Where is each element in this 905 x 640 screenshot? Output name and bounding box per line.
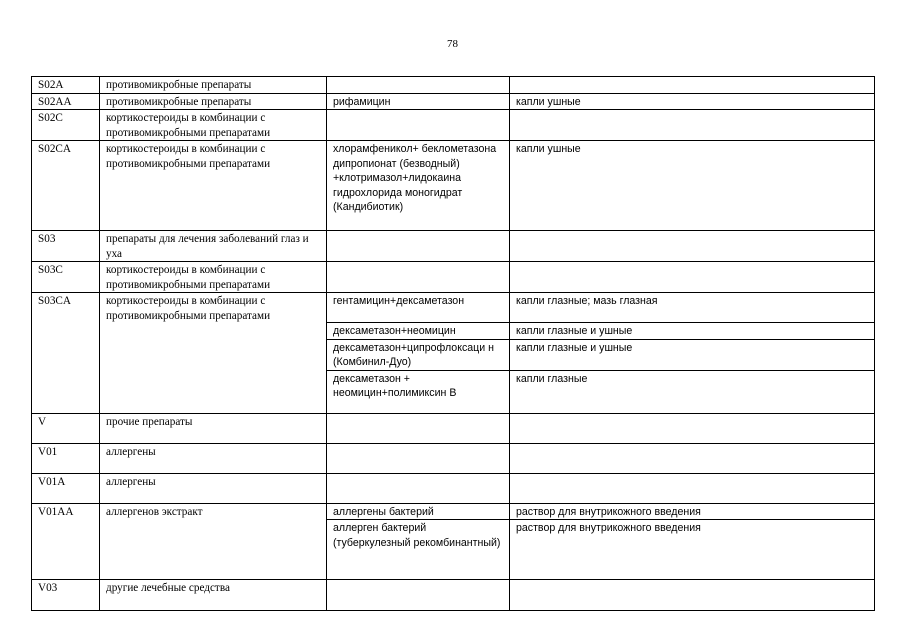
drug-name xyxy=(327,262,510,293)
group-name: прочие препараты xyxy=(100,413,327,443)
drug-name: дексаметазон+ципрофлоксаци н (Комбинил-Дуо) xyxy=(327,339,510,370)
group-name: противомикробные препараты xyxy=(100,77,327,94)
dosage-form: капли ушные xyxy=(510,93,875,110)
atc-code: V xyxy=(32,413,100,443)
dosage-form: капли глазные; мазь глазная xyxy=(510,293,875,323)
atc-code: V01 xyxy=(32,443,100,473)
group-name: кортикостероиды в комбинации с противомикробными препаратами xyxy=(100,141,327,231)
group-name: кортикостероиды в комбинации с противомикробными препаратами xyxy=(100,293,327,414)
atc-code: V01AA xyxy=(32,503,100,580)
dosage-form: раствор для внутрикожного введения xyxy=(510,520,875,580)
drug-name xyxy=(327,110,510,141)
dosage-form xyxy=(510,262,875,293)
table-row xyxy=(32,77,875,94)
atc-code: S02CA xyxy=(32,141,100,231)
drug-name: рифамицин xyxy=(327,93,510,110)
atc-code: S03C xyxy=(32,262,100,293)
drug-name: дексаметазон + неомицин+полимиксин В xyxy=(327,370,510,413)
dosage-form: капли глазные и ушные xyxy=(510,339,875,370)
table-row xyxy=(32,110,875,141)
table-row xyxy=(32,231,875,262)
atc-code: S02AA xyxy=(32,93,100,110)
dosage-form xyxy=(510,413,875,443)
atc-code: S03CA xyxy=(32,293,100,414)
page-number: 78 xyxy=(447,38,458,50)
table-row xyxy=(32,141,875,231)
drug-name xyxy=(327,580,510,611)
drug-name xyxy=(327,413,510,443)
dosage-form: капли ушные xyxy=(510,141,875,231)
table-row xyxy=(32,473,875,503)
drug-name xyxy=(327,473,510,503)
drug-name xyxy=(327,77,510,94)
table-row xyxy=(32,93,875,110)
atc-code: S03 xyxy=(32,231,100,262)
group-name: кортикостероиды в комбинации с противомикробными препаратами xyxy=(100,262,327,293)
atc-code: V01A xyxy=(32,473,100,503)
group-name: аллергены xyxy=(100,443,327,473)
group-name: аллергены xyxy=(100,473,327,503)
group-name: препараты для лечения заболеваний глаз и уха xyxy=(100,231,327,262)
table-row xyxy=(32,443,875,473)
table-row xyxy=(32,580,875,611)
dosage-form xyxy=(510,473,875,503)
dosage-form: раствор для внутрикожного введения xyxy=(510,503,875,520)
atc-code: S02C xyxy=(32,110,100,141)
table-row xyxy=(32,262,875,293)
drug-name: хлорамфеникол+ беклометазона дипропионат (безводный) +клотримазол+лидокаина гидрохлорида моногидрат (Кандибиотик) xyxy=(327,141,510,231)
atc-code: V03 xyxy=(32,580,100,611)
drug-name: аллергены бактерий xyxy=(327,503,510,520)
atc-code: S02A xyxy=(32,77,100,94)
group-name: другие лечебные средства xyxy=(100,580,327,611)
group-name: противомикробные препараты xyxy=(100,93,327,110)
drug-classification-table xyxy=(31,76,875,611)
dosage-form: капли глазные и ушные xyxy=(510,323,875,340)
dosage-form: капли глазные xyxy=(510,370,875,413)
group-name: аллергенов экстракт xyxy=(100,503,327,580)
table-row xyxy=(32,503,875,520)
drug-name: дексаметазон+неомицин xyxy=(327,323,510,340)
dosage-form xyxy=(510,77,875,94)
table-row xyxy=(32,413,875,443)
drug-name xyxy=(327,231,510,262)
drug-name: гентамицин+дексаметазон xyxy=(327,293,510,323)
drug-name: аллерген бактерий (туберкулезный рекомбинантный) xyxy=(327,520,510,580)
dosage-form xyxy=(510,443,875,473)
dosage-form xyxy=(510,580,875,611)
dosage-form xyxy=(510,110,875,141)
table-row xyxy=(32,293,875,323)
group-name: кортикостероиды в комбинации с противомикробными препаратами xyxy=(100,110,327,141)
dosage-form xyxy=(510,231,875,262)
drug-name xyxy=(327,443,510,473)
